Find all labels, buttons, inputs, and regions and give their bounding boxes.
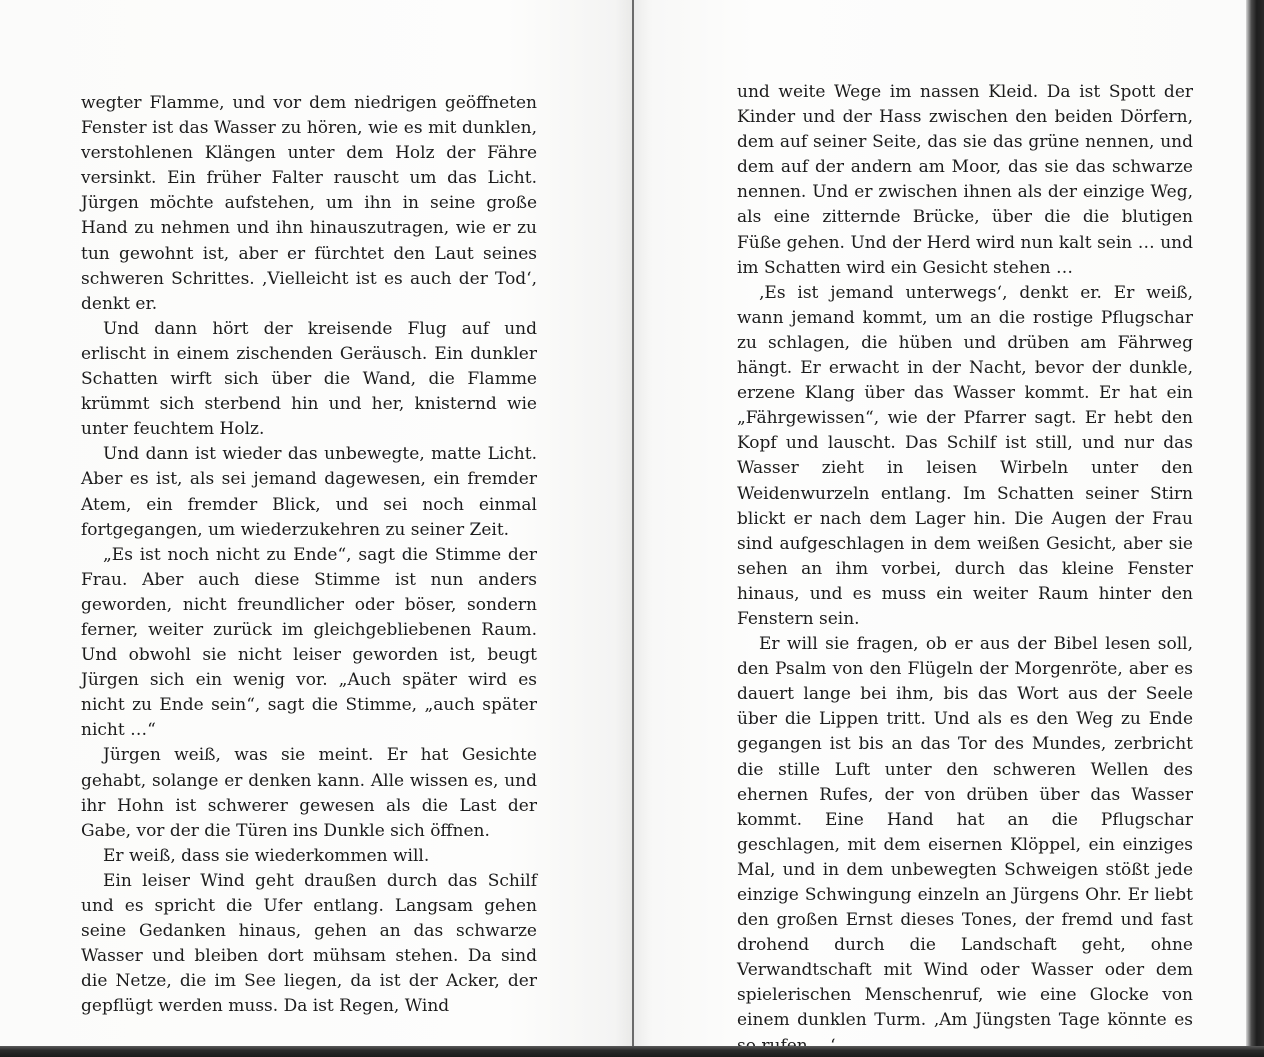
left-paragraph-4: „Es ist noch nicht zu Ende“, sagt die Stimme der Frau. Aber auch diese Stimme ist nun anders geworden, nicht freundlicher oder böser, sondern ferner, weiter zurück im gleichgebliebenen Raum. Und obwohl sie nicht leiser geworden ist, beugt Jürgen sich ein wenig vor. „Auch später wird es nicht zu Ende sein“, sagt die Stimme, „auch später nicht …“ <box>81 544 537 741</box>
book-gutter <box>632 0 634 1050</box>
left-paragraph-1: wegter Flamme, und vor dem niedrigen geöffneten Fenster ist das Wasser zu hören, wie es mit dunklen, verstohlenen Klängen unter dem Holz der Fähre versinkt. Ein früher Falter rauscht um das Licht. Jürgen möchte aufstehen, um ihn in seine große Hand zu nehmen und ihn hinauszutragen, wie er zu tun gewohnt ist, aber er fürchtet den Laut seines schweren Schrittes. ‚Vielleicht ist es auch der Tod‘, denkt er. <box>81 93 537 314</box>
right-paragraph-2: ‚Es ist jemand unterwegs‘, denkt er. Er weiß, wann jemand kommt, um an die rostige Pflugschar zu schlagen, die hüben und drüben am Fährweg hängt. Er erwacht in der Nacht, bevor der dunkle, erzene Klang über das Wasser kommt. Er hat ein „Fährgewissen“, wie der Pfarrer sagt. Er hebt den Kopf und lauscht. Das Schilf ist still, und nur das Wasser zieht in leisen Wirbeln unter den Weidenwurzeln entlang. Im Schatten seiner Stirn blickt er nach dem Lager hin. Die Augen der Frau sind aufgeschlagen in dem weißen Gesicht, aber sie sehen an ihm vorbei, durch das kleine Fenster hinaus, und es muss ein weiter Raum hinter den Fenstern sein. <box>737 282 1193 629</box>
bottom-edge-shadow <box>0 1046 1264 1057</box>
left-page-text <box>81 91 537 1019</box>
left-paragraph-3: Und dann ist wieder das unbewegte, matte Licht. Aber es ist, als sei jemand dagewesen, ein fremder Atem, ein fremder Blick, und sei noch einmal fortgegangen, um wiederzukehren zu seiner Zeit. <box>81 444 537 540</box>
right-paragraph-1: und weite Wege im nassen Kleid. Da ist Spott der Kinder und der Hass zwischen den beiden Dörfern, dem auf seiner Seite, das sie das grüne nennen, und dem auf der andern am Moor, das sie das schwarze nennen. Und er zwischen ihnen als der einzige Weg, als eine zitternde Brücke, über die die blutigen Füße gehen. Und der Herd wird nun kalt sein … und im Schatten wird ein Gesicht stehen … <box>737 82 1193 278</box>
right-paragraph-3: Er will sie fragen, ob er aus der Bibel lesen soll, den Psalm von den Flügeln der Morgenröte, aber es dauert lange bei ihm, bis das Wort aus der Seele über die Lippen tritt. Und als es den Weg zu Ende gegangen ist bis an das Tor des Mundes, zerbricht die stille Luft unter den schweren Wellen des ehernen Rufes, der von drüben über das Wasser kommt. Eine Hand hat an die Pflugschar geschlagen, mit dem eisernen Klöppel, ein einziges Mal, und in dem unbewegten Schweigen stößt jede einzige Schwingung einzeln an Jürgens Ohr. Er liebt den großen Ernst dieses Tones, der fremd und fast drohend durch die Landschaft geht, ohne Verwandtschaft mit Wind oder Wasser oder dem spielerischen Menschenruf, wie eine Glocke von einem dunklen Turm. ‚Am Jüngsten Tage könnte es <box>737 634 1193 1031</box>
page-edge-shadow <box>1246 0 1264 1057</box>
left-paragraph-7: Ein leiser Wind geht draußen durch das Schilf und es spricht die Ufer entlang. Langsam gehen seine Gedanken hinaus, gehen an das schwarze Wasser und bleiben dort mühsam stehen. Da sind die Netze, die im See liegen, da ist der Acker, der gepflügt werden muss. Da ist Regen, Wind <box>81 870 537 1017</box>
left-paragraph-6: Er weiß, dass sie wiederkommen will. <box>103 845 430 866</box>
left-paragraph-2: Und dann hört der kreisende Flug auf und erlischt in einem zischenden Geräusch. Ein dunkler Schatten wirft sich über die Wand, die Flamme krümmt sich sterbend hin und her, knisternd wie unter feuchtem Holz. <box>81 318 537 440</box>
left-page <box>0 0 634 1048</box>
right-page-text <box>737 80 1193 1057</box>
right-page <box>634 0 1246 1048</box>
left-paragraph-5: Jürgen weiß, was sie meint. Er hat Gesichte gehabt, solange er denken kann. Alle wissen es, und ihr Hohn ist schwerer gewesen als die Last der Gabe, vor der die Türen ins Dunkle sich öffnen. <box>81 745 537 841</box>
